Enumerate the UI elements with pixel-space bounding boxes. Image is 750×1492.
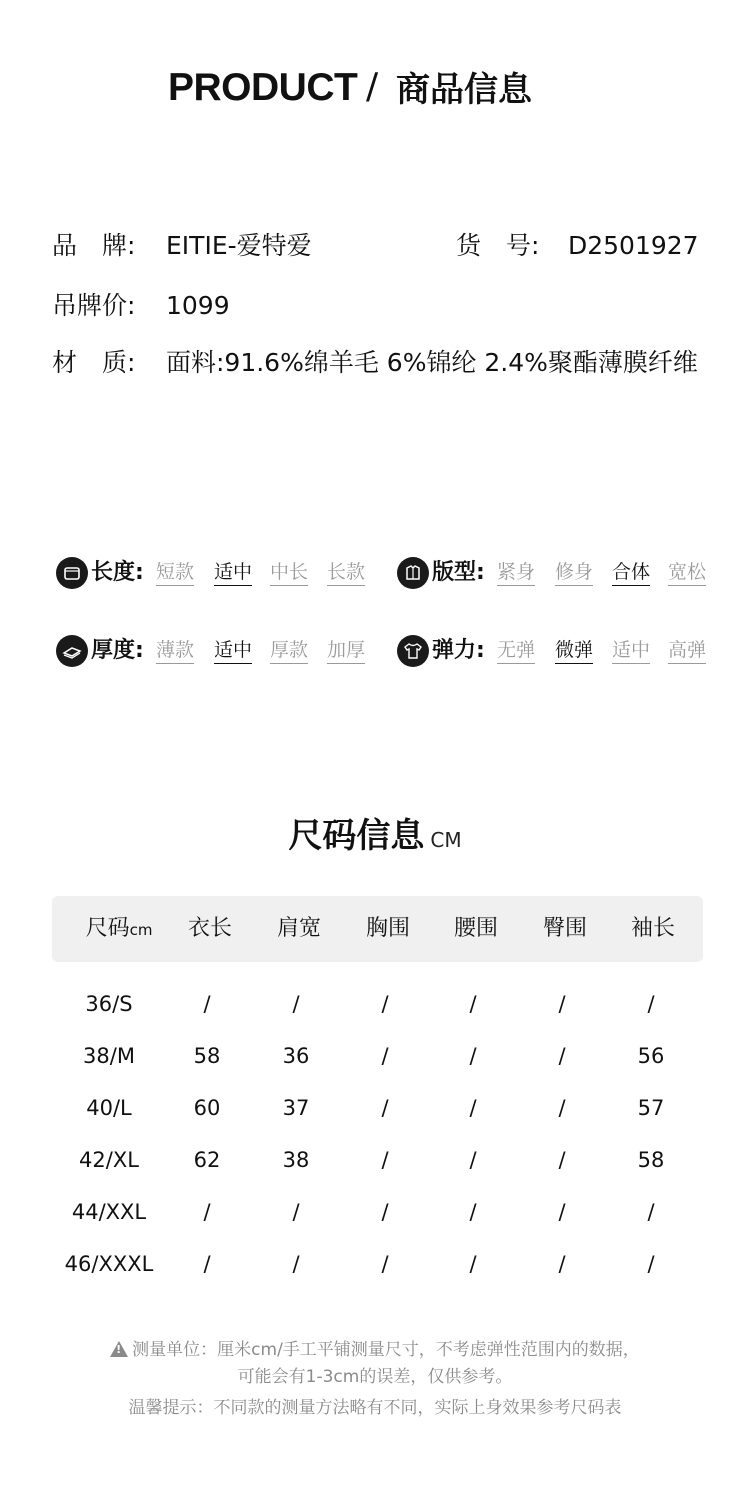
table-row: [0, 1041, 750, 1071]
brand-label: 品 牌:: [52, 231, 136, 260]
fit-option: 紧身: [497, 559, 535, 586]
note-line-3: 温馨提示：不同款的测量方法略有不同，实际上身效果参考尺码表: [128, 1398, 622, 1418]
table-cell: /: [469, 1200, 477, 1224]
table-row: [0, 1145, 750, 1175]
size-column-header: 尺码cm: [85, 916, 153, 941]
table-cell: /: [558, 1096, 566, 1120]
warning-icon: [110, 1341, 128, 1357]
table-cell: /: [203, 992, 211, 1016]
table-cell: 37: [282, 1096, 310, 1120]
table-cell: /: [469, 992, 477, 1016]
tshirt-icon: [397, 635, 429, 667]
table-cell: 60: [193, 1096, 221, 1120]
tag-price-label: 吊牌价:: [52, 291, 136, 320]
table-cell: /: [203, 1252, 211, 1276]
item-number-label: 货 号:: [456, 231, 540, 260]
attribute-elasticity: [397, 635, 717, 669]
material-label: 材 质:: [52, 348, 136, 377]
elasticity-option: 微弹: [555, 637, 593, 664]
table-cell: 62: [193, 1148, 221, 1172]
table-cell: 46/XXXL: [64, 1252, 154, 1276]
length-icon: [56, 557, 88, 589]
table-cell: /: [558, 1200, 566, 1224]
table-cell: 56: [637, 1044, 665, 1068]
thickness-option: 厚款: [270, 637, 308, 664]
thickness-option: 适中: [214, 637, 252, 664]
length-option: 短款: [156, 559, 194, 586]
table-cell: 58: [637, 1148, 665, 1172]
column-header: 袖长: [630, 916, 675, 941]
header-slash: /: [366, 66, 379, 107]
table-row: [0, 1093, 750, 1123]
length-option: 适中: [214, 559, 252, 586]
table-cell: /: [203, 1200, 211, 1224]
note-line-1: 测量单位：厘米cm/手工平铺测量尺寸，不考虑弹性范围内的数据，: [132, 1340, 640, 1360]
fit-option: 合体: [612, 559, 650, 586]
table-cell: /: [381, 1096, 389, 1120]
attribute-thickness: [56, 635, 376, 669]
table-cell: /: [469, 1096, 477, 1120]
table-cell: /: [558, 1252, 566, 1276]
table-cell: 36: [282, 1044, 310, 1068]
table-cell: /: [647, 992, 655, 1016]
tag-price-value: 1099: [166, 291, 230, 320]
measurement-note-2: [0, 1365, 750, 1389]
table-cell: /: [381, 1252, 389, 1276]
garment-icon: [397, 557, 429, 589]
fit-option: 修身: [555, 559, 593, 586]
size-title-text: 尺码信息: [288, 816, 425, 856]
length-label: 长度:: [91, 560, 144, 585]
table-cell: 40/L: [86, 1096, 132, 1120]
length-option: 长款: [327, 559, 365, 586]
fit-option: 宽松: [668, 559, 706, 586]
table-cell: /: [381, 1044, 389, 1068]
fit-label: 版型:: [432, 560, 485, 585]
table-cell: /: [292, 1200, 300, 1224]
note-line-2: 可能会有1-3cm的误差，仅供参考。: [237, 1367, 513, 1387]
table-cell: 57: [637, 1096, 665, 1120]
elasticity-option: 无弹: [497, 637, 535, 664]
table-cell: 42/XL: [79, 1148, 139, 1172]
column-header: 腰围: [453, 916, 498, 941]
table-cell: /: [469, 1044, 477, 1068]
thickness-option: 加厚: [327, 637, 365, 664]
attribute-length: [56, 557, 376, 591]
attribute-fit: [397, 557, 717, 591]
table-cell: /: [469, 1148, 477, 1172]
size-section-title: [0, 808, 750, 857]
column-header: 肩宽: [276, 916, 321, 941]
column-header: 衣长: [187, 916, 232, 941]
column-header: 臀围: [542, 916, 587, 941]
table-cell: /: [381, 1148, 389, 1172]
material-value: 面料:91.6%绵羊毛 6%锦纶 2.4%聚酯薄膜纤维: [166, 348, 698, 377]
measurement-note: [0, 1338, 750, 1362]
table-row: [0, 989, 750, 1019]
thickness-label: 厚度:: [91, 638, 144, 663]
table-cell: /: [469, 1252, 477, 1276]
table-cell: /: [558, 992, 566, 1016]
table-cell: 58: [193, 1044, 221, 1068]
table-cell: /: [558, 1148, 566, 1172]
brand-value: EITIE-爱特爱: [166, 231, 312, 260]
elasticity-option: 适中: [612, 637, 650, 664]
table-row: [0, 1197, 750, 1227]
table-cell: /: [381, 1200, 389, 1224]
table-cell: /: [292, 1252, 300, 1276]
thickness-option: 薄款: [156, 637, 194, 664]
table-cell: /: [292, 992, 300, 1016]
table-cell: 44/XXL: [71, 1200, 147, 1224]
elasticity-option: 高弹: [668, 637, 706, 664]
product-info: [0, 0, 750, 400]
table-cell: /: [558, 1044, 566, 1068]
table-cell: /: [647, 1200, 655, 1224]
table-cell: 36/S: [85, 992, 133, 1016]
table-cell: 38/M: [83, 1044, 135, 1068]
header-title-en: PRODUCT: [168, 66, 358, 109]
header-title-cn: 商品信息: [396, 70, 532, 110]
length-option: 中长: [270, 559, 308, 586]
size-table-header: [52, 896, 703, 962]
column-header: 胸围: [365, 916, 410, 941]
table-cell: 38: [282, 1148, 310, 1172]
table-row: [0, 1249, 750, 1279]
table-cell: /: [381, 992, 389, 1016]
item-number-value: D2501927: [568, 231, 699, 260]
table-cell: /: [647, 1252, 655, 1276]
size-title-unit: CM: [430, 828, 462, 852]
elasticity-label: 弹力:: [432, 638, 485, 663]
reminder-note: [0, 1396, 750, 1420]
thickness-icon: [56, 635, 88, 667]
